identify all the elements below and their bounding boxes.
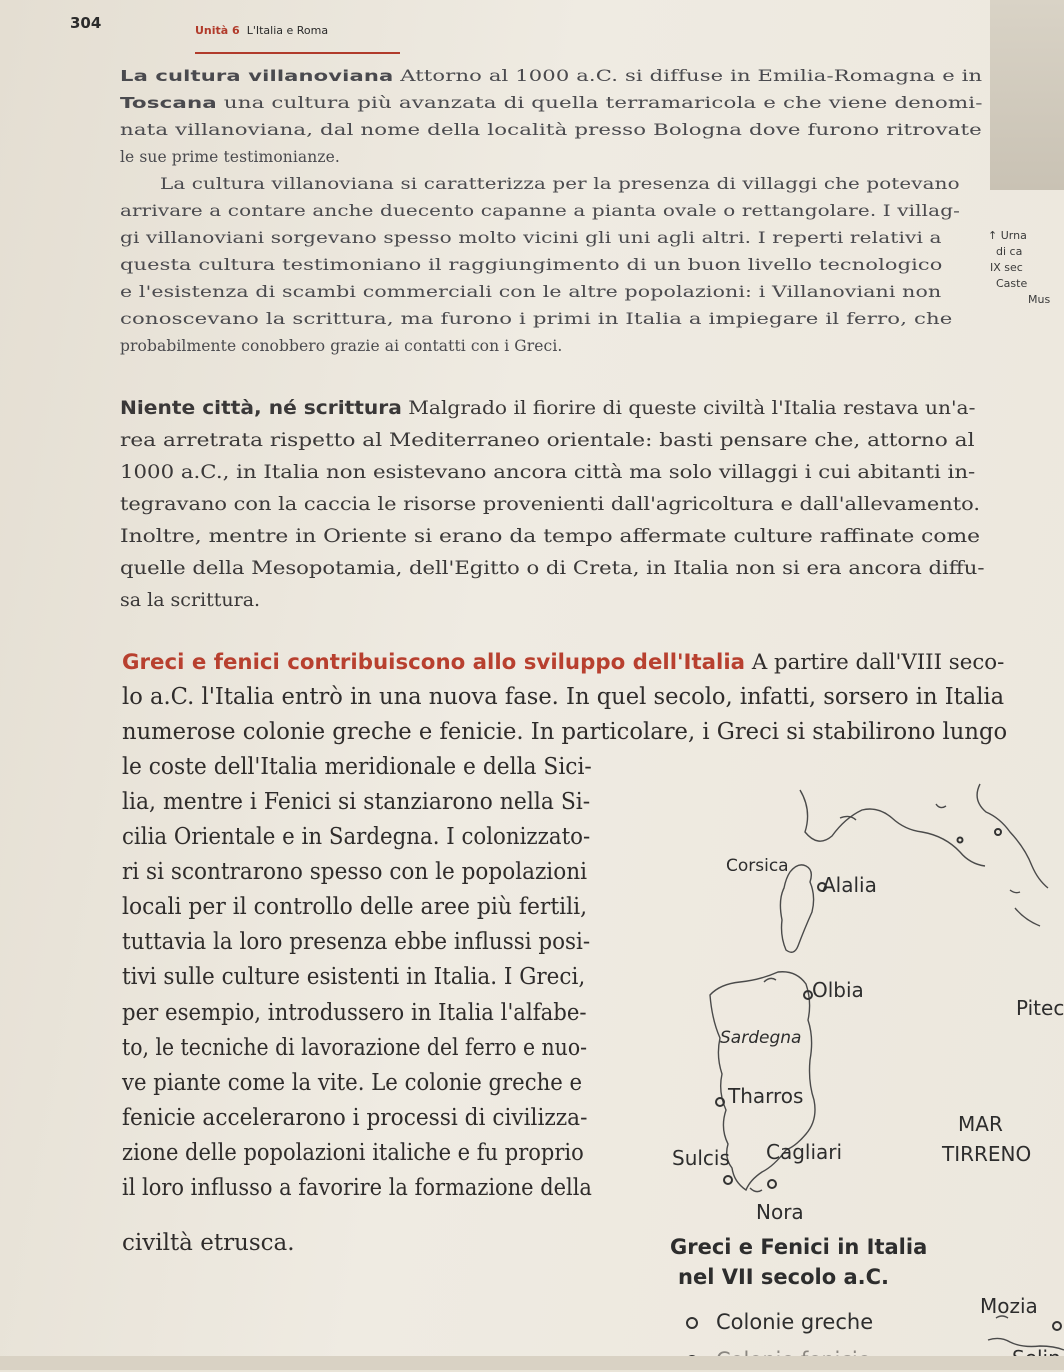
paragraph-line: e l'esistenza di scambi commerciali con le altre popolazioni: i Villanoviani non: [120, 283, 942, 301]
map-label-corsica: Corsica: [726, 856, 789, 876]
photo-caption: [988, 228, 1050, 308]
map-label-sardegna: Sardegna: [720, 1028, 802, 1048]
paragraph-line: il loro influsso a favorire la formazione della: [122, 1175, 592, 1201]
page-bottom-edge: [0, 1356, 1064, 1370]
paragraph-line: questa cultura testimoniano il raggiungimento di un buon livello tecnologico: [120, 256, 943, 274]
paragraph-line: quelle della Mesopotamia, dell'Egitto o di Creta, in Italia non si era ancora diffu-: [120, 557, 985, 579]
caption-line: Mus: [1028, 293, 1051, 306]
map-title-line: nel VII secolo a.C.: [678, 1265, 889, 1289]
map-title-line: Greci e Fenici in Italia: [670, 1235, 928, 1259]
page-header: [70, 14, 430, 60]
unit-number: Unità 6: [195, 24, 240, 37]
paragraph-line: rea arretrata rispetto al Mediterraneo orientale: basti pensare che, attorno al: [120, 429, 975, 451]
map-label-olbia: Olbia: [812, 978, 864, 1002]
paragraph-line: zione delle popolazioni italiche e fu proprio: [122, 1140, 584, 1166]
paragraph-line: le coste dell'Italia meridionale e della Sici-: [122, 754, 592, 780]
caption-line: ↑ Urna: [988, 229, 1027, 242]
paragraph-line: probabilmente conobbero grazie ai contatti con i Greci.: [120, 337, 563, 355]
paragraph-line: le sue prime testimonianze.: [120, 148, 340, 166]
map-label-mar: MAR: [958, 1112, 1003, 1136]
paragraph-line: lo a.C. l'Italia entrò in una nuova fase. In quel secolo, infatti, sorsero in Italia: [122, 684, 1005, 710]
page-number: 304: [70, 14, 102, 32]
map-label-tharros: Tharros: [728, 1084, 804, 1108]
paragraph-line: Inoltre, mentre in Oriente si erano da tempo affermate culture raffinate come: [120, 525, 981, 547]
map-label-alalia: Alalia: [822, 873, 877, 897]
paragraph-line: sa la scrittura.: [120, 589, 261, 611]
map-greeks-phoenicians: [600, 770, 1064, 1370]
paragraph-line: fenicie accelerarono i processi di civilizza-: [122, 1105, 588, 1131]
header-rule: [195, 52, 400, 54]
map-title: [670, 1232, 927, 1292]
map-label-tirreno: TIRRENO: [942, 1142, 1032, 1166]
paragraph-line: gi villanoviani sorgevano spesso molto vicini gli uni agli altri. I reperti relativi a: [120, 229, 942, 247]
paragraph-line: ve piante come la vite. Le colonie greche e: [122, 1070, 583, 1096]
paragraph-line: Toscana una cultura più avanzata di quella terramaricola e che viene denomi-: [120, 94, 983, 112]
paragraph-line: Niente città, né scrittura Malgrado il fiorire di queste civiltà l'Italia restava un'a-: [120, 397, 976, 419]
colony-marker-cagliari: [768, 1180, 776, 1188]
paragraph-line: to, le tecniche di lavorazione del ferro e nuo-: [122, 1035, 588, 1061]
legend-greek-colonies: Colonie greche: [686, 1310, 873, 1334]
urn-photo: [990, 0, 1064, 190]
paragraph-line: arrivare a contare anche duecento capanne a pianta ovale o rettangolare. I villag-: [120, 202, 960, 220]
paragraph-line: ri si scontrarono spesso con le popolazioni: [122, 859, 587, 885]
paragraph-line: tivi sulle culture esistenti in Italia. I Greci,: [122, 964, 586, 990]
paragraph-line: tegravano con la caccia le risorse provenienti dall'agricoltura e dall'allevamento.: [120, 493, 981, 515]
hollow-circle-icon: [686, 1317, 698, 1329]
map-label-nora: Nora: [756, 1200, 804, 1224]
map-label-cagliari: Cagliari: [766, 1140, 843, 1164]
map-label-mozia: Mozia: [980, 1294, 1038, 1318]
paragraph-line: cilia Orientale e in Sardegna. I colonizzato-: [122, 824, 591, 850]
paragraph-line: 1000 a.C., in Italia non esistevano ancora città ma solo villaggi i cui abitanti in-: [120, 461, 976, 483]
unit-title: L'Italia e Roma: [246, 24, 329, 37]
paragraph-line: lia, mentre i Fenici si stanziarono nella Si-: [122, 789, 591, 815]
paragraph-line: nata villanoviana, dal nome della località presso Bologna dove furono ritrovate: [120, 121, 982, 139]
caption-line: Caste: [996, 277, 1028, 290]
map-label-sulcis: Sulcis: [672, 1146, 730, 1170]
colony-marker-sulcis: [724, 1176, 732, 1184]
paragraph-line: numerose colonie greche e fenicie. In particolare, i Greci si stabilirono lungo: [122, 719, 1008, 745]
paragraph-line: Greci e fenici contribuiscono allo sviluppo dell'Italia A partire dall'VIII seco-: [122, 650, 1005, 674]
paragraph-line: tuttavia la loro presenza ebbe influssi posi-: [122, 929, 591, 955]
caption-line: IX sec: [990, 261, 1023, 274]
unit-label: [195, 24, 328, 37]
caption-line: di ca: [996, 245, 1023, 258]
paragraph-line: La cultura villanoviana si caratterizza per la presenza di villaggi che potevano: [160, 175, 960, 193]
paragraph-line: per esempio, introdussero in Italia l'alfabe-: [122, 1000, 587, 1026]
paragraph-line: civiltà etrusca.: [122, 1230, 295, 1256]
colony-marker-mozia: [1053, 1322, 1061, 1330]
paragraph-line: locali per il controllo delle aree più fertili,: [122, 894, 588, 920]
map-label-pitec: Pitec: [1016, 996, 1064, 1020]
paragraph-line: conoscevano la scrittura, ma furono i primi in Italia a impiegare il ferro, che: [120, 310, 953, 328]
paragraph-line: La cultura villanoviana Attorno al 1000 a.C. si diffuse in Emilia-Romagna e in: [120, 67, 983, 85]
